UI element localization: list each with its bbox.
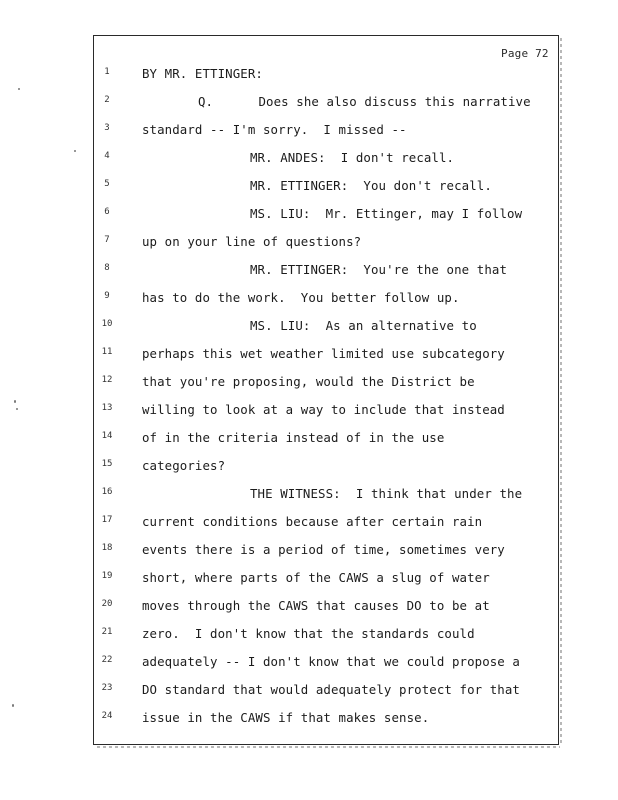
transcript-line [0, 622, 618, 650]
line-number: 19 [101, 571, 113, 581]
transcript-line [0, 202, 618, 230]
line-number: 5 [104, 179, 110, 189]
line-number: 12 [101, 375, 113, 385]
line-number: 15 [101, 459, 113, 469]
line-number: 24 [101, 711, 113, 721]
line-text: MR. ETTINGER: You're the one that [250, 262, 508, 277]
line-number: 1 [104, 67, 110, 77]
line-text: DO standard that would adequately protect for that [142, 682, 520, 697]
transcript-line [0, 118, 618, 146]
line-text: moves through the CAWS that causes DO to be at [142, 598, 490, 613]
line-number: 11 [101, 347, 113, 357]
line-text: MR. ETTINGER: You don't recall. [250, 178, 492, 193]
transcript-line [0, 426, 618, 454]
page-number-label: Page 72 [501, 47, 549, 60]
line-text: Q. Does she also discuss this narrative [198, 94, 531, 109]
line-text: BY MR. ETTINGER: [142, 66, 263, 81]
transcript-line [0, 342, 618, 370]
line-text: zero. I don't know that the standards could [142, 626, 475, 641]
transcript-line [0, 174, 618, 202]
line-text: adequately -- I don't know that we could propose a [142, 654, 520, 669]
line-number: 7 [104, 235, 110, 245]
line-number: 21 [101, 627, 113, 637]
line-number: 8 [104, 263, 110, 273]
line-number: 17 [101, 515, 113, 525]
scan-speck [16, 408, 18, 410]
line-text: of in the criteria instead of in the use [142, 430, 445, 445]
line-number: 16 [101, 487, 113, 497]
line-number: 22 [101, 655, 113, 665]
transcript-line [0, 566, 618, 594]
line-text: current conditions because after certain rain [142, 514, 483, 529]
line-text: events there is a period of time, sometimes very [142, 542, 505, 557]
transcript-line [0, 706, 618, 734]
scan-speck [18, 88, 20, 90]
transcript-line [0, 258, 618, 286]
scan-speck [74, 150, 76, 152]
transcript-body [0, 62, 618, 734]
transcript-line [0, 286, 618, 314]
line-text: MS. LIU: Mr. Ettinger, may I follow [250, 206, 523, 221]
line-number: 13 [101, 403, 113, 413]
line-text: issue in the CAWS if that makes sense. [142, 710, 430, 725]
transcript-line [0, 230, 618, 258]
line-text: has to do the work. You better follow up. [142, 290, 460, 305]
line-number: 14 [101, 431, 113, 441]
line-text: willing to look at a way to include that instead [142, 402, 505, 417]
transcript-line [0, 62, 618, 90]
transcript-line [0, 594, 618, 622]
scan-speck [12, 704, 14, 707]
line-text: short, where parts of the CAWS a slug of water [142, 570, 490, 585]
transcript-line [0, 90, 618, 118]
transcript-line [0, 510, 618, 538]
transcript-line [0, 678, 618, 706]
transcript-line [0, 454, 618, 482]
line-number: 4 [104, 151, 110, 161]
transcript-line [0, 370, 618, 398]
line-number: 2 [104, 95, 110, 105]
transcript-line [0, 398, 618, 426]
transcript-line [0, 314, 618, 342]
line-number: 20 [101, 599, 113, 609]
line-number: 10 [101, 319, 113, 329]
line-text: MR. ANDES: I don't recall. [250, 150, 455, 165]
transcript-line [0, 482, 618, 510]
line-text: categories? [142, 458, 226, 473]
line-number: 9 [104, 291, 110, 301]
line-text: THE WITNESS: I think that under the [250, 486, 523, 501]
line-number: 6 [104, 207, 110, 217]
line-number: 18 [101, 543, 113, 553]
line-text: MS. LIU: As an alternative to [250, 318, 477, 333]
transcript-line [0, 650, 618, 678]
transcript-line [0, 146, 618, 174]
line-text: that you're proposing, would the District be [142, 374, 475, 389]
scan-edge-bottom [97, 746, 560, 748]
transcript-line [0, 538, 618, 566]
line-text: perhaps this wet weather limited use subcategory [142, 346, 505, 361]
line-number: 3 [104, 123, 110, 133]
line-number: 23 [101, 683, 113, 693]
line-text: up on your line of questions? [142, 234, 362, 249]
line-text: standard -- I'm sorry. I missed -- [142, 122, 407, 137]
scan-speck [14, 400, 16, 403]
